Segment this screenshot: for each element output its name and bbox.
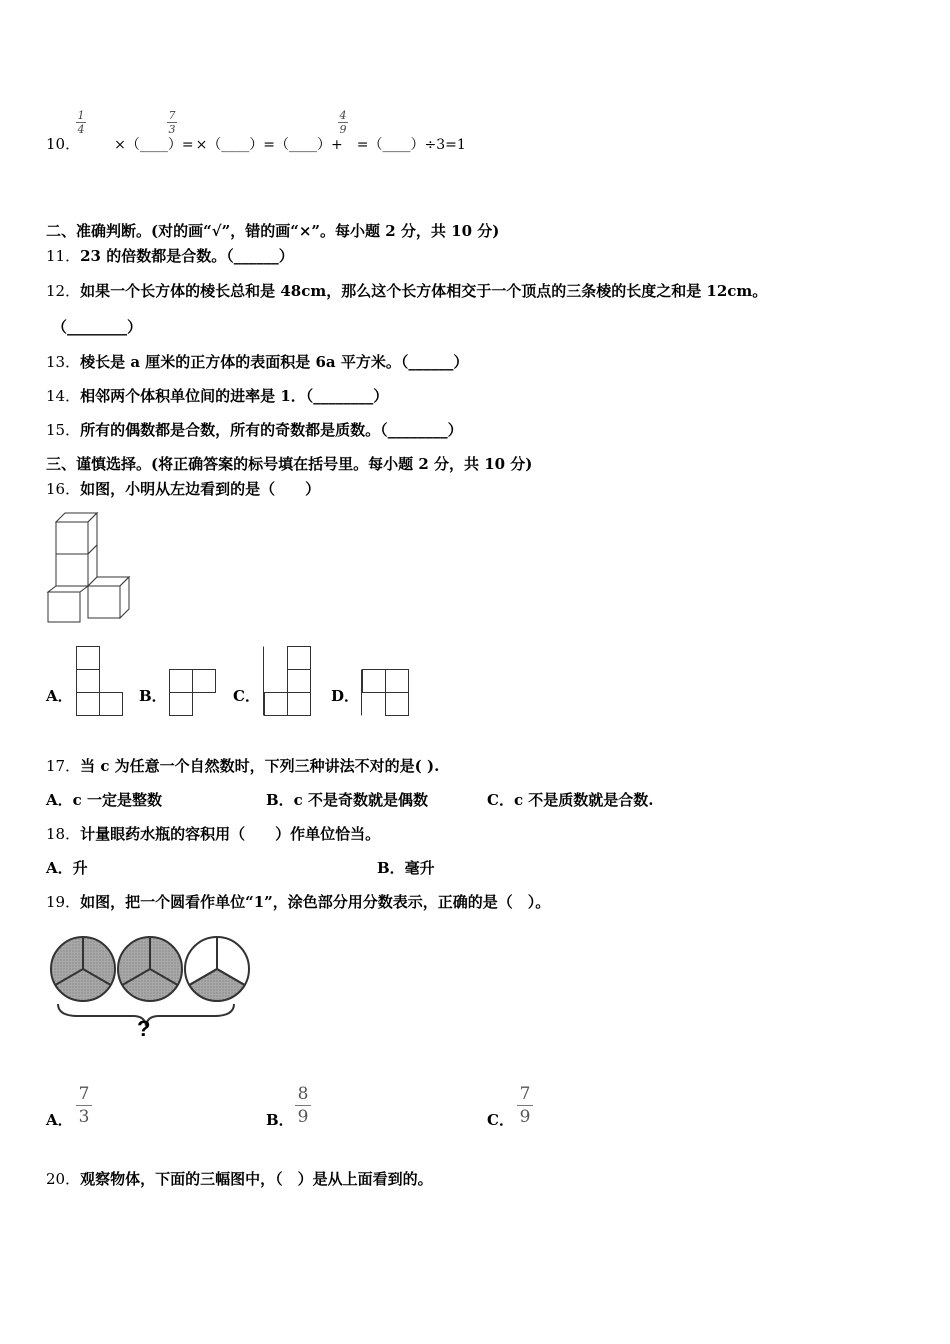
q10-line: [46, 134, 466, 155]
q19-option-c-label[interactable]: C．: [487, 1111, 514, 1129]
q19-question-mark: ?: [137, 1016, 151, 1041]
q10-fraction-3: [338, 110, 348, 135]
q17-option-a[interactable]: A．c 一定是整数: [46, 791, 162, 809]
q16-option-b-label[interactable]: B．: [139, 687, 167, 705]
q19-circles-figure: [48, 932, 258, 1052]
q10-fraction-2: [167, 110, 177, 135]
q20-line: [46, 1169, 433, 1189]
q10-frac2-den: 3: [168, 123, 176, 136]
q20-text: 观察物体，下面的三幅图中，（ ）是从上面看到的。: [80, 1170, 433, 1188]
q19-option-b-label[interactable]: B．: [266, 1111, 294, 1129]
q19-option-b-fraction[interactable]: [295, 1084, 311, 1127]
q11-line: [46, 246, 294, 266]
q16-text: 如图，小明从左边看到的是（ ）: [80, 480, 321, 498]
q10-frac1-den: 4: [77, 123, 85, 136]
q17-text: 当 c 为任意一个自然数时，下列三种讲法不对的是( ).: [80, 757, 440, 775]
q15-text: 所有的偶数都是合数，所有的奇数都是质数。（________）: [80, 421, 463, 439]
q19-option-a-num: 7: [78, 1084, 90, 1104]
q19-option-b-num: 8: [297, 1084, 309, 1104]
q15-line: [46, 420, 463, 440]
q10-frac1-num: 1: [77, 109, 85, 122]
q20-number: 20．: [46, 1170, 81, 1188]
q18-number: 18．: [46, 825, 81, 843]
q16-option-d-label[interactable]: D．: [331, 687, 360, 705]
q17-line: [46, 756, 439, 776]
q10-frac2-num: 7: [168, 109, 176, 122]
q17-option-c[interactable]: C．c 不是质数就是合数.: [487, 791, 654, 809]
q16-option-d-shape[interactable]: [361, 669, 413, 719]
q19-number: 19．: [46, 893, 81, 911]
q19-option-b-den: 9: [297, 1107, 309, 1127]
q19-option-a-label[interactable]: A．: [46, 1111, 73, 1129]
q18-text: 计量眼药水瓶的容积用（ ）作单位恰当。: [80, 825, 381, 843]
q10-frac3-den: 9: [339, 123, 347, 136]
q19-option-a-fraction[interactable]: [76, 1084, 92, 1127]
q18-line: [46, 824, 380, 844]
q12-text: 如果一个长方体的棱长总和是 48cm，那么这个长方体相交于一个顶点的三条棱的长度之和是 12cm。: [80, 282, 768, 300]
q19-option-a-den: 3: [78, 1107, 90, 1127]
q12-line: [46, 281, 767, 301]
q13-line: [46, 352, 468, 372]
q14-line: [46, 386, 388, 406]
q16-cubes-figure: [46, 512, 136, 627]
q12-blank: （________）: [52, 318, 143, 336]
q11-number: 11．: [46, 247, 81, 265]
q18-option-b[interactable]: B．毫升: [377, 859, 435, 877]
q16-number: 16．: [46, 480, 81, 498]
q11-text: 23 的倍数都是合数。（______）: [80, 247, 294, 265]
q19-text: 如图，把一个圆看作单位“1”，涂色部分用分数表示，正确的是（ ）。: [80, 893, 551, 911]
q19-option-c-num: 7: [519, 1084, 531, 1104]
q12-number: 12．: [46, 282, 81, 300]
q16-line: [46, 479, 320, 499]
q16-option-c-shape[interactable]: [263, 646, 315, 718]
section2-title: 二、准确判断。(对的画“√”，错的画“×”。每小题 2 分，共 10 分): [46, 222, 500, 240]
q10-seg1: ×（____）=: [114, 137, 194, 153]
q14-number: 14．: [46, 387, 81, 405]
q10-fraction-1: [76, 110, 86, 135]
q16-option-a-shape[interactable]: [76, 646, 126, 718]
q10-number: 10．: [46, 135, 81, 153]
q19-option-c-den: 9: [519, 1107, 531, 1127]
q19-option-c-fraction[interactable]: [517, 1084, 533, 1127]
q10-seg3: =（____）÷3=1: [356, 137, 466, 153]
q14-text: 相邻两个体积单位间的进率是 1．（________）: [80, 387, 389, 405]
q13-number: 13．: [46, 353, 81, 371]
q10-seg2: ×（____）=（____）+: [195, 137, 343, 153]
q18-option-a[interactable]: A．升: [46, 859, 88, 877]
q13-text: 棱长是 a 厘米的正方体的表面积是 6a 平方米。（______）: [80, 353, 469, 371]
q19-line: [46, 892, 550, 912]
q15-number: 15．: [46, 421, 81, 439]
q17-number: 17．: [46, 757, 81, 775]
q16-option-c-label[interactable]: C．: [233, 687, 260, 705]
q10-frac3-num: 4: [339, 109, 347, 122]
section3-title: 三、谨慎选择。(将正确答案的标号填在括号里。每小题 2 分，共 10 分): [46, 455, 533, 473]
q16-option-b-shape[interactable]: [169, 669, 219, 719]
q17-option-b[interactable]: B．c 不是奇数就是偶数: [266, 791, 429, 809]
q16-option-a-label[interactable]: A．: [46, 687, 73, 705]
